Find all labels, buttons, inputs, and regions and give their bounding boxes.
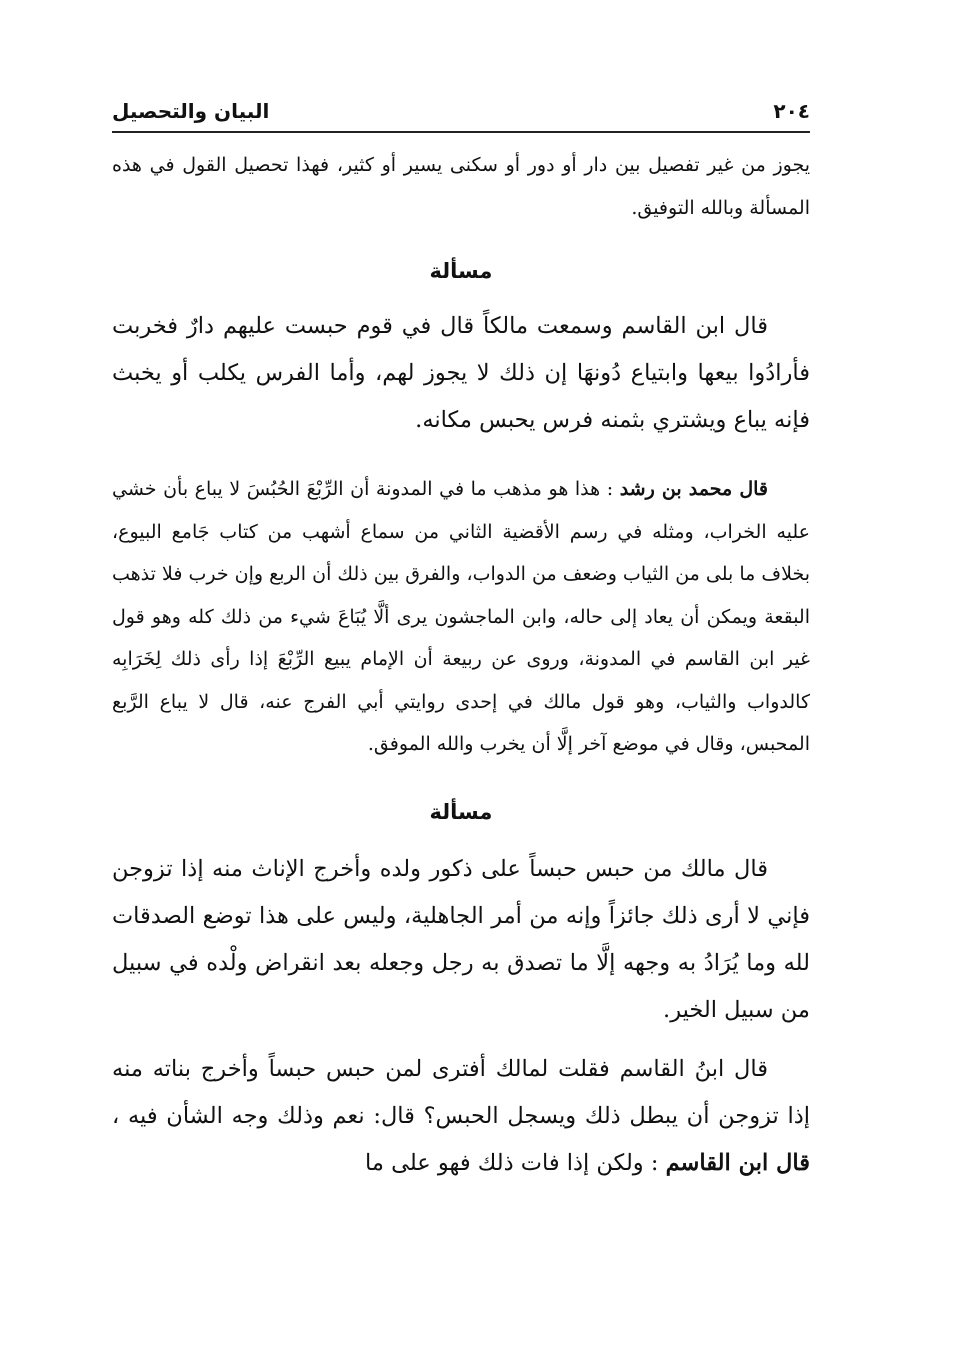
intro-paragraph: يجوز من غير تفصيل بين دار أو دور أو سكنى يسير أو كثير، فهذا تحصيل القول في هذه المسألة وبالله التوفيق. xyxy=(112,154,810,219)
page-body xyxy=(112,144,810,1187)
commentary-paragraph xyxy=(112,468,810,766)
question-paragraph-2: قال مالك من حبس حبساً على ذكور ولده وأخرج الإناث منه إذا تزوجن فإني لا أرى ذلك جائزاً وإنه من أمر الجاهلية، وليس على هذا توضع الصدقات لله وما يُرَادُ به وجهه إلَّا ما تصدق به رجل وجعله بعد انقراض ولْده في سبيل من سبيل الخير. xyxy=(112,855,810,1023)
running-header xyxy=(112,82,810,126)
followup-text-1: قال ابنُ القاسم فقلت لمالك أفترى لمن حبس حبساً وأخرج بناته منه إذا تزوجن أن يبطل ذلك ويسجل الحبس؟ قال: نعم وذلك وجه الشأن فيه ، xyxy=(112,1055,810,1129)
question-paragraph-1: قال ابن القاسم وسمعت مالكاً قال في قوم حبست عليهم دارٌ فخربت فأرادُوا بيعها وابتياع دُونهَا إن ذلك لا يجوز لهم، وأما الفرس يكلب أو يخبث فإنه يباع ويشتري بثمنه فرس يحبس مكانه. xyxy=(112,313,810,433)
commentary-text: : هذا هو مذهب ما في المدونة أن الرِّبْعَ الحُبُسَ لا يباع بأن خشي عليه الخراب، ومثله في رسم الأقضية الثاني من سماع أشهب من كتاب جَامع البيوع، بخلاف ما بلى من الثياب وضعف من الدواب، والفرق بين ذلك أن الربع وإن خرب فلا تذهب البقعة ويمكن أن يعاد إلى حاله، وابن الماجشون يرى ألَّا يُبَاعَ شيء من ذلك كله وهو قول غير ابن القاسم في المدونة، وروى عن ربيعة أن الإمام يبيع الرِّبْعَ إذا رأى ذلك لِخَرَابِه كالدواب والثياب، وهو قول مالك في إحدى روايتي أبي الفرج عنه، قال لا يباع الرَّبع المحبس، وقال في موضع آخر إلَّا أن يخرب والله الموفق. xyxy=(112,478,810,755)
followup-speaker: قال ابن القاسم xyxy=(665,1149,810,1176)
followup-paragraph xyxy=(112,1046,810,1187)
page-number: ٢٠٤ xyxy=(773,99,810,123)
section-heading-1: مسألة xyxy=(429,259,493,283)
followup-text-2: : ولكن إذا فات ذلك فهو على ما xyxy=(365,1149,659,1176)
commentary-speaker: قال محمد بن رشد xyxy=(619,478,768,500)
section-heading-2: مسألة xyxy=(429,799,493,824)
header-divider xyxy=(112,131,810,133)
book-title: البيان والتحصيل xyxy=(112,99,270,123)
